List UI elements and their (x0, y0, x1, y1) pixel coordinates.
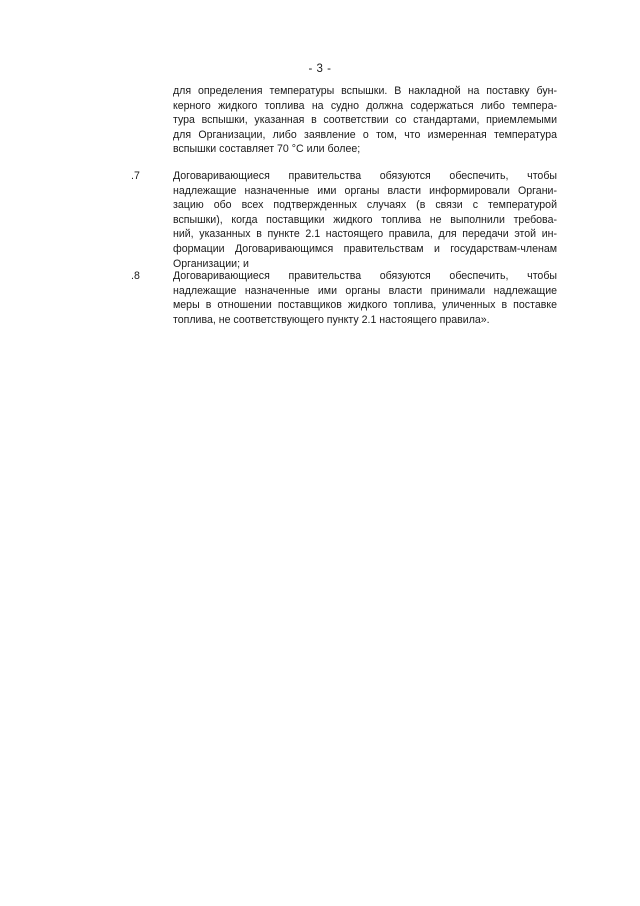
text-line: ний, указанных в пункте 2.1 настоящего правила, для передачи этой ин- (173, 228, 557, 241)
text-line: формации Договаривающимся правительствам и государствам-членам (173, 242, 557, 255)
text-line: Организации; и (173, 257, 249, 270)
text-line: вспышки), когда поставщики жидкого топлива не выполнили требова- (173, 213, 557, 226)
page-number: - 3 - (308, 63, 332, 75)
text-line: надлежащие назначенные ими органы власти информировали Органи- (173, 184, 557, 197)
text-line: тура вспышки, указанная в соответствии со стандартами, приемлемыми (173, 114, 557, 127)
continuation-paragraph (173, 84, 557, 157)
item-number: .7 (131, 170, 140, 182)
item-paragraph (173, 169, 557, 271)
text-line: зацию обо всех подтвержденных случаях (в связи с температурой (173, 199, 557, 212)
text-line: вспышки составляет 70 °C или более; (173, 143, 361, 156)
text-line: керного жидкого топлива на судно должна содержаться либо темпера- (173, 99, 557, 112)
item-number: .8 (131, 270, 140, 282)
text-line: меры в отношении поставщиков жидкого топлива, уличенных в поставке (173, 299, 557, 312)
text-line: надлежащие назначенные ими органы власти принимали надлежащие (173, 284, 557, 297)
text-line: Договаривающиеся правительства обязуются обеспечить, чтобы (173, 170, 557, 182)
text-line: для определения температуры вспышки. В накладной на поставку бун- (173, 85, 557, 97)
text-line: для Организации, либо заявление о том, что измеренная температура (173, 128, 557, 141)
text-line: Договаривающиеся правительства обязуются обеспечить, чтобы (173, 270, 557, 282)
item-paragraph (173, 269, 557, 327)
text-line: топлива, не соответствующего пункту 2.1 настоящего правила». (173, 313, 490, 326)
